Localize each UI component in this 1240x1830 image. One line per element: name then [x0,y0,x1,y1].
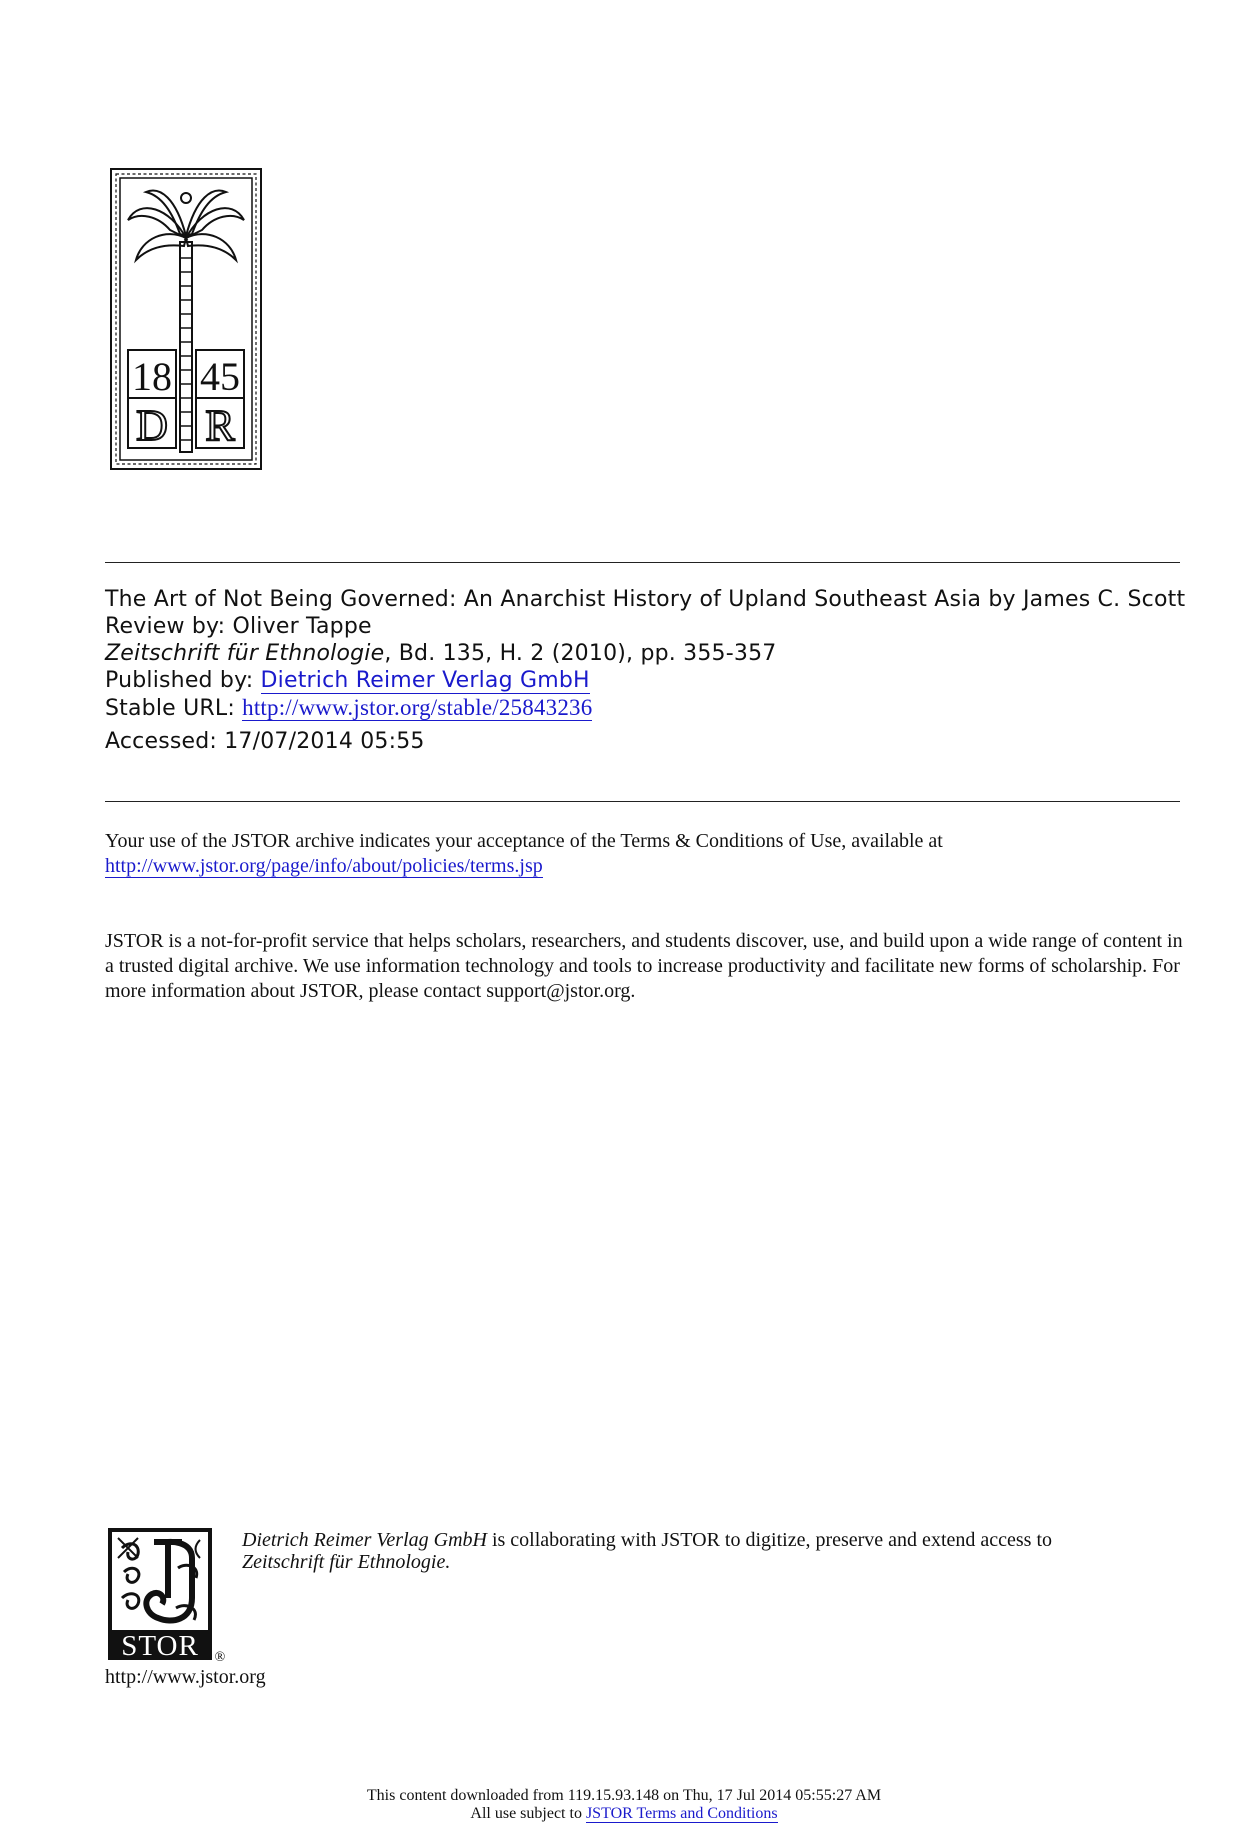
stable-url-link[interactable]: http://www.jstor.org/stable/25843236 [242,695,593,720]
journal-name: Zeitschrift für Ethnologie [105,641,385,666]
jstor-wordmark: STOR [121,1630,199,1662]
collaboration-notice [242,1529,1162,1573]
published-by [105,667,1195,694]
download-footer [0,1787,1240,1823]
divider-top [105,562,1180,563]
jstor-logo-icon [108,1528,228,1664]
stable-url [105,694,1195,722]
citation-block [105,586,1195,755]
palm-tree-logo-icon [110,168,262,470]
jstor-url[interactable]: http://www.jstor.org [105,1666,266,1688]
logo-letter-right: R [205,401,235,450]
terms-text: Your use of the JSTOR archive indicates your acceptance of the Terms & Conditions of Use, available at [105,830,943,852]
review-by: Review by: Oliver Tappe [105,614,372,639]
terms-footer [0,1805,1240,1823]
about-jstor: JSTOR is a not-for-profit service that helps scholars, researchers, and students discover, use, and build upon a wide range of content in a trusted digital archive. We use information technology and tools to increase productivity and facilitate new forms of scholarship. For more information about JSTOR, please contact support@jstor.org. [105,930,1183,1002]
terms-notice [105,829,1185,879]
download-info: This content downloaded from 119.15.93.148 on Thu, 17 Jul 2014 05:55:27 AM [366,1787,882,1804]
accessed-date: Accessed: 17/07/2014 05:55 [105,729,425,754]
terms-link[interactable]: http://www.jstor.org/page/info/about/policies/terms.jsp [105,855,543,877]
collab-publisher: Dietrich Reimer Verlag GmbH [242,1529,487,1551]
registered-mark: ® [214,1650,226,1664]
stable-url-label: Stable URL: [105,696,243,721]
logo-year-left: 18 [132,354,172,399]
article-title: The Art of Not Being Governed: An Anarchist History of Upland Southeast Asia by James C. Scott [105,587,1186,612]
publisher-link[interactable]: Dietrich Reimer Verlag GmbH [260,668,590,693]
divider-bottom [105,801,1180,802]
journal-details: , Bd. 135, H. 2 (2010), pp. 355-357 [384,641,777,666]
terms-footer-prefix: All use subject to [470,1805,586,1822]
jstor-terms-link[interactable]: JSTOR Terms and Conditions [585,1805,778,1822]
collab-text: is collaborating with JSTOR to digitize, preserve and extend access to [486,1529,1053,1551]
logo-letter-left: D [136,401,168,450]
journal-citation [105,640,1195,667]
collab-journal: Zeitschrift für Ethnologie. [242,1551,451,1573]
published-by-label: Published by: [105,668,261,693]
logo-year-right: 45 [200,354,240,399]
